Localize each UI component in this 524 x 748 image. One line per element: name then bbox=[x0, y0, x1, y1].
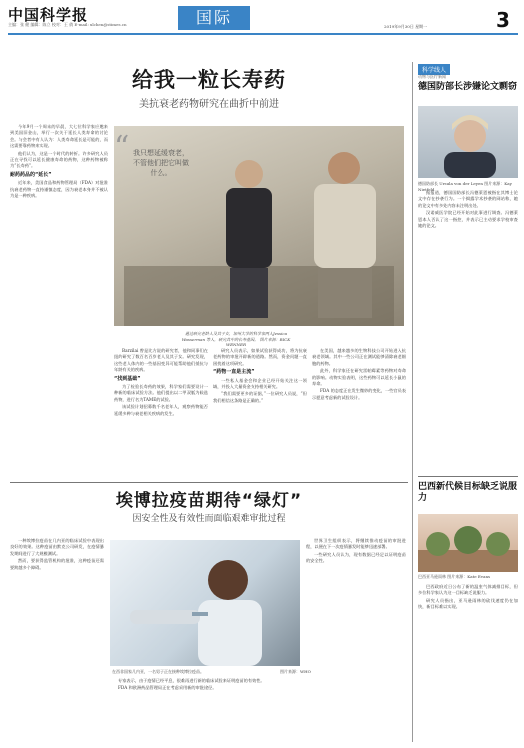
story2-column-1 bbox=[10, 538, 104, 742]
sidebar-photo bbox=[418, 106, 518, 178]
story1-column-4 bbox=[312, 348, 406, 480]
story2-photo-caption: 在西非国家几内亚，一名男子正在接种埃博拉疫苗。 bbox=[112, 669, 204, 674]
paragraph: 该试验计划招募数千名老年人，观察药物能否延缓多种与衰老相关疾病的发生。 bbox=[114, 404, 208, 416]
paragraph: 此外，科学家还在研究雷帕霉素等药物对寿命的影响。动物实验表明，这些药物可以延长小鼠的寿命。 bbox=[312, 368, 406, 387]
caption-text: 通过研究老龄人及其子女，加州大学的科学家两人Jessica Wasserman 等人，研究其中的长寿基因。 bbox=[181, 331, 287, 342]
paragraph: 世界卫生组织表示，将继续推动疫苗的审批进程，以便在下一次疫情暴发时能够迅速部署。 bbox=[306, 538, 406, 550]
header-rule bbox=[8, 33, 518, 35]
story1-column-3 bbox=[213, 348, 307, 480]
story1-subheading: “找到基础” bbox=[114, 375, 141, 382]
story2-column-3 bbox=[306, 538, 406, 742]
paragraph: 近年来，美国食品和药物管理局（FDA）对批准抗衰老药物一直持谨慎态度，因为衰老本身并不被认为是一种疾病。 bbox=[10, 180, 108, 199]
story1-subhead: 美抗衰老药物研究在曲折中前进 bbox=[139, 99, 279, 110]
paragraph: 研究人员表示，如果试验获得成功，将为抗衰老药物的审批开辟新的道路。然而，资金问题一直困扰着这项研究。 bbox=[213, 348, 307, 366]
story1-column-1 bbox=[10, 124, 108, 480]
paragraph: “我们需要更多的证据，”一位研究人员说，“但我们相信这条路是正确的。” bbox=[213, 391, 307, 403]
masthead-credits: 主编：张 健 编辑：陈立 校对：王 倩 E-mail: xlchen@stimes.cn bbox=[8, 22, 127, 27]
story1-subheading: “药物一直是主流” bbox=[213, 369, 255, 376]
paragraph: 据报道，德国国防部长冯德莱恩被指在其博士论文中存在抄袭行为。一个揭露学术抄袭的网站称，她的论文中有多处内容未注明出处。 bbox=[418, 190, 518, 208]
story1-column-2 bbox=[114, 348, 208, 480]
masthead-logo: 中国科学报 bbox=[8, 6, 89, 24]
story2-photo-credit: 图片来源：WHO bbox=[280, 669, 311, 674]
paragraph: 在美国，越来越多的生物科技公司开始进入抗衰老领域。其中一些公司正在测试能够清除衰老细胞的药物。 bbox=[312, 348, 406, 366]
issue-date: 2019年9月30日 星期一 bbox=[384, 24, 428, 29]
paragraph: Barzilai 曾是比方说的研究者，他和同事们在纽约研究了数百名百岁老人及其子女。研究发现，这些老人体内的一些基因变异可能帮助他们抵抗与年龄有关的疾病。 bbox=[114, 348, 208, 373]
sidebar2-body bbox=[418, 584, 518, 742]
sidebar2-headline: 巴西新代候目标缺乏说服力 bbox=[418, 482, 518, 503]
sidebar-photo-caption: 德国防部长 Ursula von der Leyen 图片来源：Kay Nietfeld bbox=[418, 181, 512, 192]
paragraph: 研究人员指出，亚马逊雨林的砍伐速度仍在加快，新目标难以实现。 bbox=[418, 597, 518, 610]
section-tab[interactable]: 国际 bbox=[178, 6, 250, 30]
story2-subhead: 因安全性及有效性而面临艰难审批过程 bbox=[132, 514, 286, 524]
paragraph: 一种埃博拉疫苗在几内亚的临床试验中表现出良好的效果。这种疫苗由默克公司研发，在疫情暴发期间进行了大规模测试。 bbox=[10, 538, 104, 556]
story2-headline: 埃博拉疫苗期待“绿灯” bbox=[115, 491, 303, 511]
column-divider bbox=[412, 62, 413, 742]
sidebar2-photo-caption: 巴西亚马逊雨林 图片来源：Kate Evans bbox=[418, 574, 491, 579]
paragraph: 一些私人基金会和企业已经开始关注这一领域，并投入大量资金支持相关研究。 bbox=[213, 377, 307, 390]
sidebar-body bbox=[418, 190, 518, 470]
story2-photo bbox=[110, 540, 300, 666]
paragraph: 为了检验长寿药的效果，科学家们需要设计一种新的临床试验方法。他们提出以二甲双胍为候选药物，进行名为TAME的试验。 bbox=[114, 384, 208, 402]
story1-headline: 给我一粒长寿药 bbox=[132, 68, 286, 92]
paragraph: 巴西政府近日公布了新的温室气体减排目标，但多位科学家认为这一目标缺乏说服力。 bbox=[418, 584, 518, 596]
sidebar-section-label: 科学线人 bbox=[418, 64, 450, 75]
paragraph: 他们认为，这是一个时代的转折。许多研究人员正在寻找可以延长健康寿命的药物，这种药物被称为“长寿药”。 bbox=[10, 150, 108, 169]
sidebar-kicker: 动物与医疗新闻 bbox=[418, 74, 446, 79]
paragraph: FDA 和欧洲药品管理局正在考虑采用新的审批途径。 bbox=[118, 685, 217, 691]
sidebar-divider bbox=[418, 476, 518, 477]
paragraph: 专家表示，由于疫情已经平息，很难再进行新的临床试验来证明疫苗的有效性。 bbox=[118, 678, 265, 683]
paragraph: 今年9月一个周末的早晨，大七位科学家应邀来到美国旧金山，举行一次关于延长人类寿命的讨论会。与会者中有人认为：人类寿命延长是可能的，而这需要靠药物来实现。 bbox=[10, 124, 108, 149]
story-divider bbox=[10, 482, 408, 483]
sidebar-headline: 德国防部长涉嫌论文剽窃 bbox=[418, 82, 518, 92]
pull-quote: 我只想延缓衰老，不管他们把它叫做什么。 bbox=[133, 149, 189, 177]
story2-column-2 bbox=[110, 678, 300, 742]
paragraph: FDA 的态度正在发生微妙的变化，一些官员表示愿意考虑新的试验设计。 bbox=[312, 388, 406, 400]
photo-credit: 图片来源：RICK WENNER bbox=[226, 336, 291, 347]
vaccination-illustration bbox=[110, 540, 300, 666]
forest-illustration bbox=[418, 514, 518, 572]
sidebar2-photo bbox=[418, 514, 518, 572]
paragraph: 一些研究人员认为，现有数据已经足以证明疫苗的安全性。 bbox=[306, 551, 406, 564]
paragraph: 然而，要获得监管机构的批准，这种疫苗还需要跨越多个障碍。 bbox=[10, 558, 104, 570]
quote-mark-icon: “ bbox=[114, 130, 130, 165]
story1-subheading: 耐药药品的“延长” bbox=[10, 171, 52, 178]
page-number: 3 bbox=[496, 8, 510, 32]
photo-caption bbox=[176, 331, 296, 348]
portrait-illustration bbox=[418, 106, 518, 178]
paragraph: 汉诺威医学院已经开始对此事进行调查。冯德莱恩本人否认了这一指控，并表示已主动要求学校审查她的论文。 bbox=[418, 210, 518, 229]
